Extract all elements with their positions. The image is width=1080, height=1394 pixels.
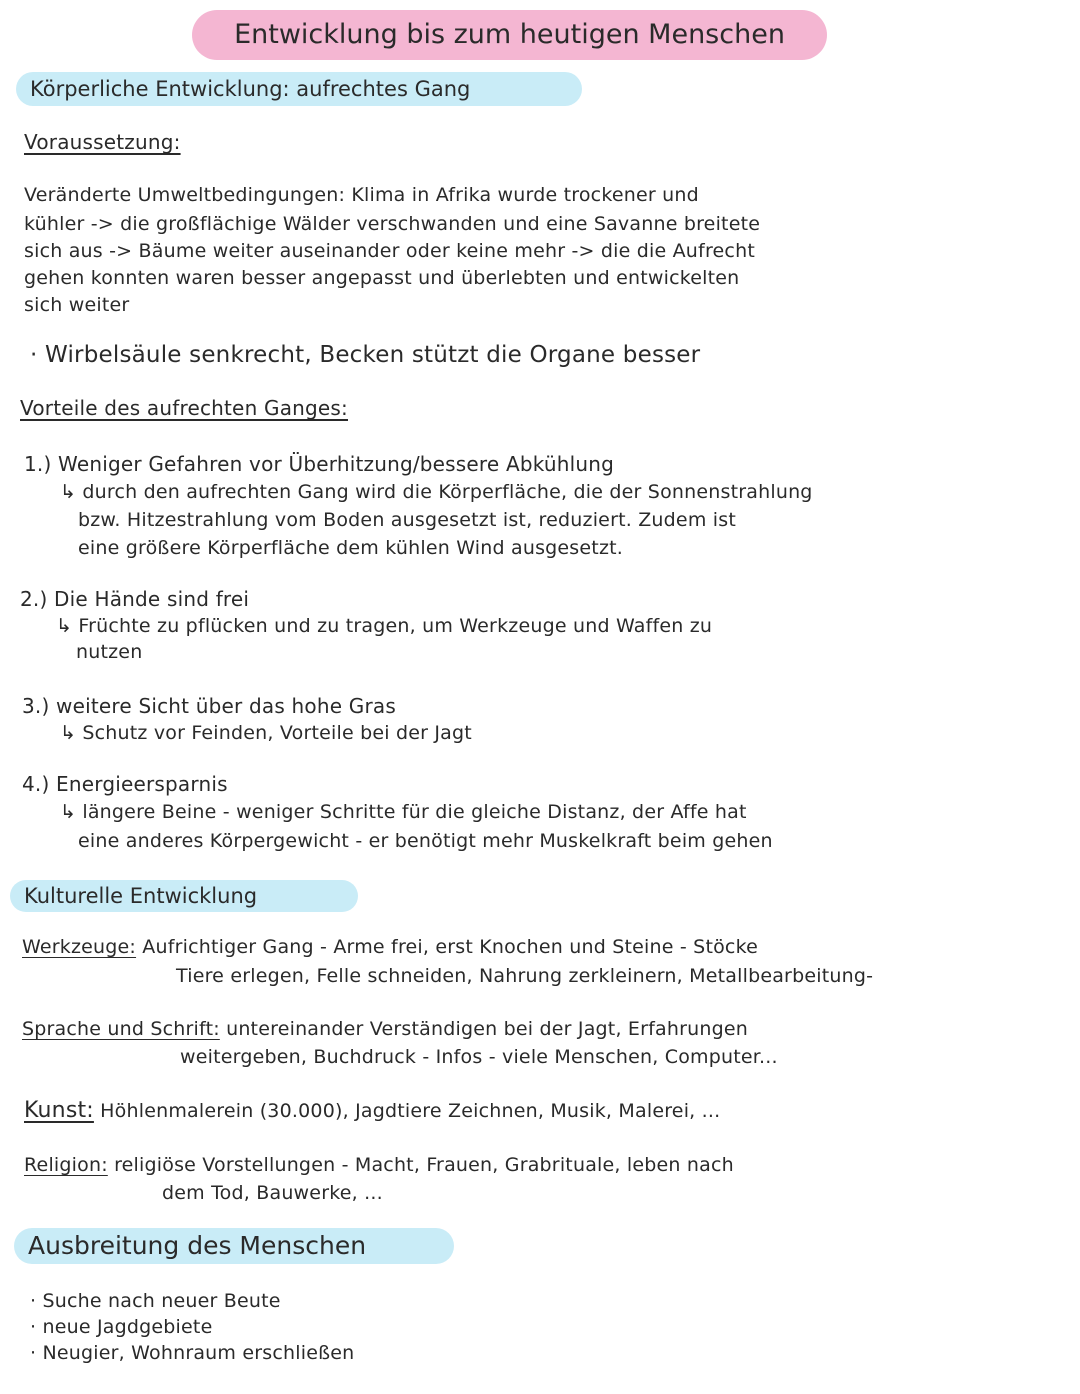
vorteil-1-sub-2: bzw. Hitzestrahlung vom Boden ausgesetzt ist, reduziert. Zudem ist <box>78 509 736 531</box>
kunst-row <box>24 1098 720 1123</box>
vorteil-2-sub-2: nutzen <box>76 641 143 663</box>
section-heading-koerperliche-entwicklung: Körperliche Entwicklung: aufrechtes Gang <box>16 72 582 106</box>
vorteil-4-sub-1: ↳ längere Beine - weniger Schritte für die gleiche Distanz, der Affe hat <box>60 801 747 823</box>
religion-row <box>24 1154 734 1176</box>
voraussetzung-line-1: Veränderte Umweltbedingungen: Klima in Afrika wurde trockener und <box>24 184 699 206</box>
ausbreitung-bullet-1: · Suche nach neuer Beute <box>30 1290 281 1312</box>
werkzeuge-label: Werkzeuge: <box>22 936 137 958</box>
voraussetzung-line-3: sich aus -> Bäume weiter auseinander oder keine mehr -> die die Aufrecht <box>24 240 755 262</box>
sprache-line-1: untereinander Verständigen bei der Jagt, Erfahrungen <box>226 1018 749 1040</box>
vorteil-1-head: 1.) Weniger Gefahren vor Überhitzung/bessere Abkühlung <box>24 452 615 476</box>
voraussetzung-label: Voraussetzung: <box>24 130 181 154</box>
kunst-line-1: Höhlenmalerein (30.000), Jagdtiere Zeichnen, Musik, Malerei, ... <box>100 1100 721 1122</box>
ausbreitung-bullet-2: · neue Jagdgebiete <box>30 1316 213 1338</box>
section-heading-kulturelle-entwicklung: Kulturelle Entwicklung <box>10 880 358 912</box>
voraussetzung-line-5: sich weiter <box>24 294 130 316</box>
sprache-line-2: weitergeben, Buchdruck - Infos - viele Menschen, Computer... <box>180 1046 778 1068</box>
sprache-row <box>22 1018 748 1040</box>
vorteil-1-sub-3: eine größere Körperfläche dem kühlen Wind ausgesetzt. <box>78 537 624 559</box>
vorteil-2-sub-1: ↳ Früchte zu pflücken und zu tragen, um Werkzeuge und Waffen zu <box>56 615 713 637</box>
vorteil-3-head: 3.) weitere Sicht über das hohe Gras <box>22 694 397 718</box>
section-heading-ausbreitung: Ausbreitung des Menschen <box>14 1228 454 1264</box>
vorteil-4-sub-2: eine anderes Körpergewicht - er benötigt mehr Muskelkraft beim gehen <box>78 830 773 852</box>
werkzeuge-row <box>22 936 758 958</box>
religion-label: Religion: <box>24 1154 108 1176</box>
religion-line-2: dem Tod, Bauwerke, ... <box>162 1182 383 1204</box>
werkzeuge-line-1: Aufrichtiger Gang - Arme frei, erst Knochen und Steine - Stöcke <box>142 936 758 958</box>
werkzeuge-line-2: Tiere erlegen, Felle schneiden, Nahrung zerkleinern, Metallbearbeitung- <box>176 965 874 987</box>
vorteile-label: Vorteile des aufrechten Ganges: <box>20 396 348 420</box>
vorteil-3-sub-1: ↳ Schutz vor Feinden, Vorteile bei der Jagt <box>60 722 472 744</box>
voraussetzung-line-2: kühler -> die großflächige Wälder verschwanden und eine Savanne breitete <box>24 213 761 235</box>
religion-line-1: religiöse Vorstellungen - Macht, Frauen, Grabrituale, leben nach <box>114 1154 734 1176</box>
vorteil-4-head: 4.) Energieersparnis <box>22 772 228 796</box>
bullet-wirbelsaeule: · Wirbelsäule senkrecht, Becken stützt die Organe besser <box>30 342 701 368</box>
sprache-label: Sprache und Schrift: <box>22 1018 220 1040</box>
vorteil-2-head: 2.) Die Hände sind frei <box>20 587 250 611</box>
page-title: Entwicklung bis zum heutigen Menschen <box>192 10 827 60</box>
ausbreitung-bullet-3: · Neugier, Wohnraum erschließen <box>30 1342 355 1364</box>
vorteil-1-sub-1: ↳ durch den aufrechten Gang wird die Körperfläche, die der Sonnenstrahlung <box>60 481 813 503</box>
kunst-label: Kunst: <box>24 1098 94 1123</box>
voraussetzung-line-4: gehen konnten waren besser angepasst und überlebten und entwickelten <box>24 267 740 289</box>
